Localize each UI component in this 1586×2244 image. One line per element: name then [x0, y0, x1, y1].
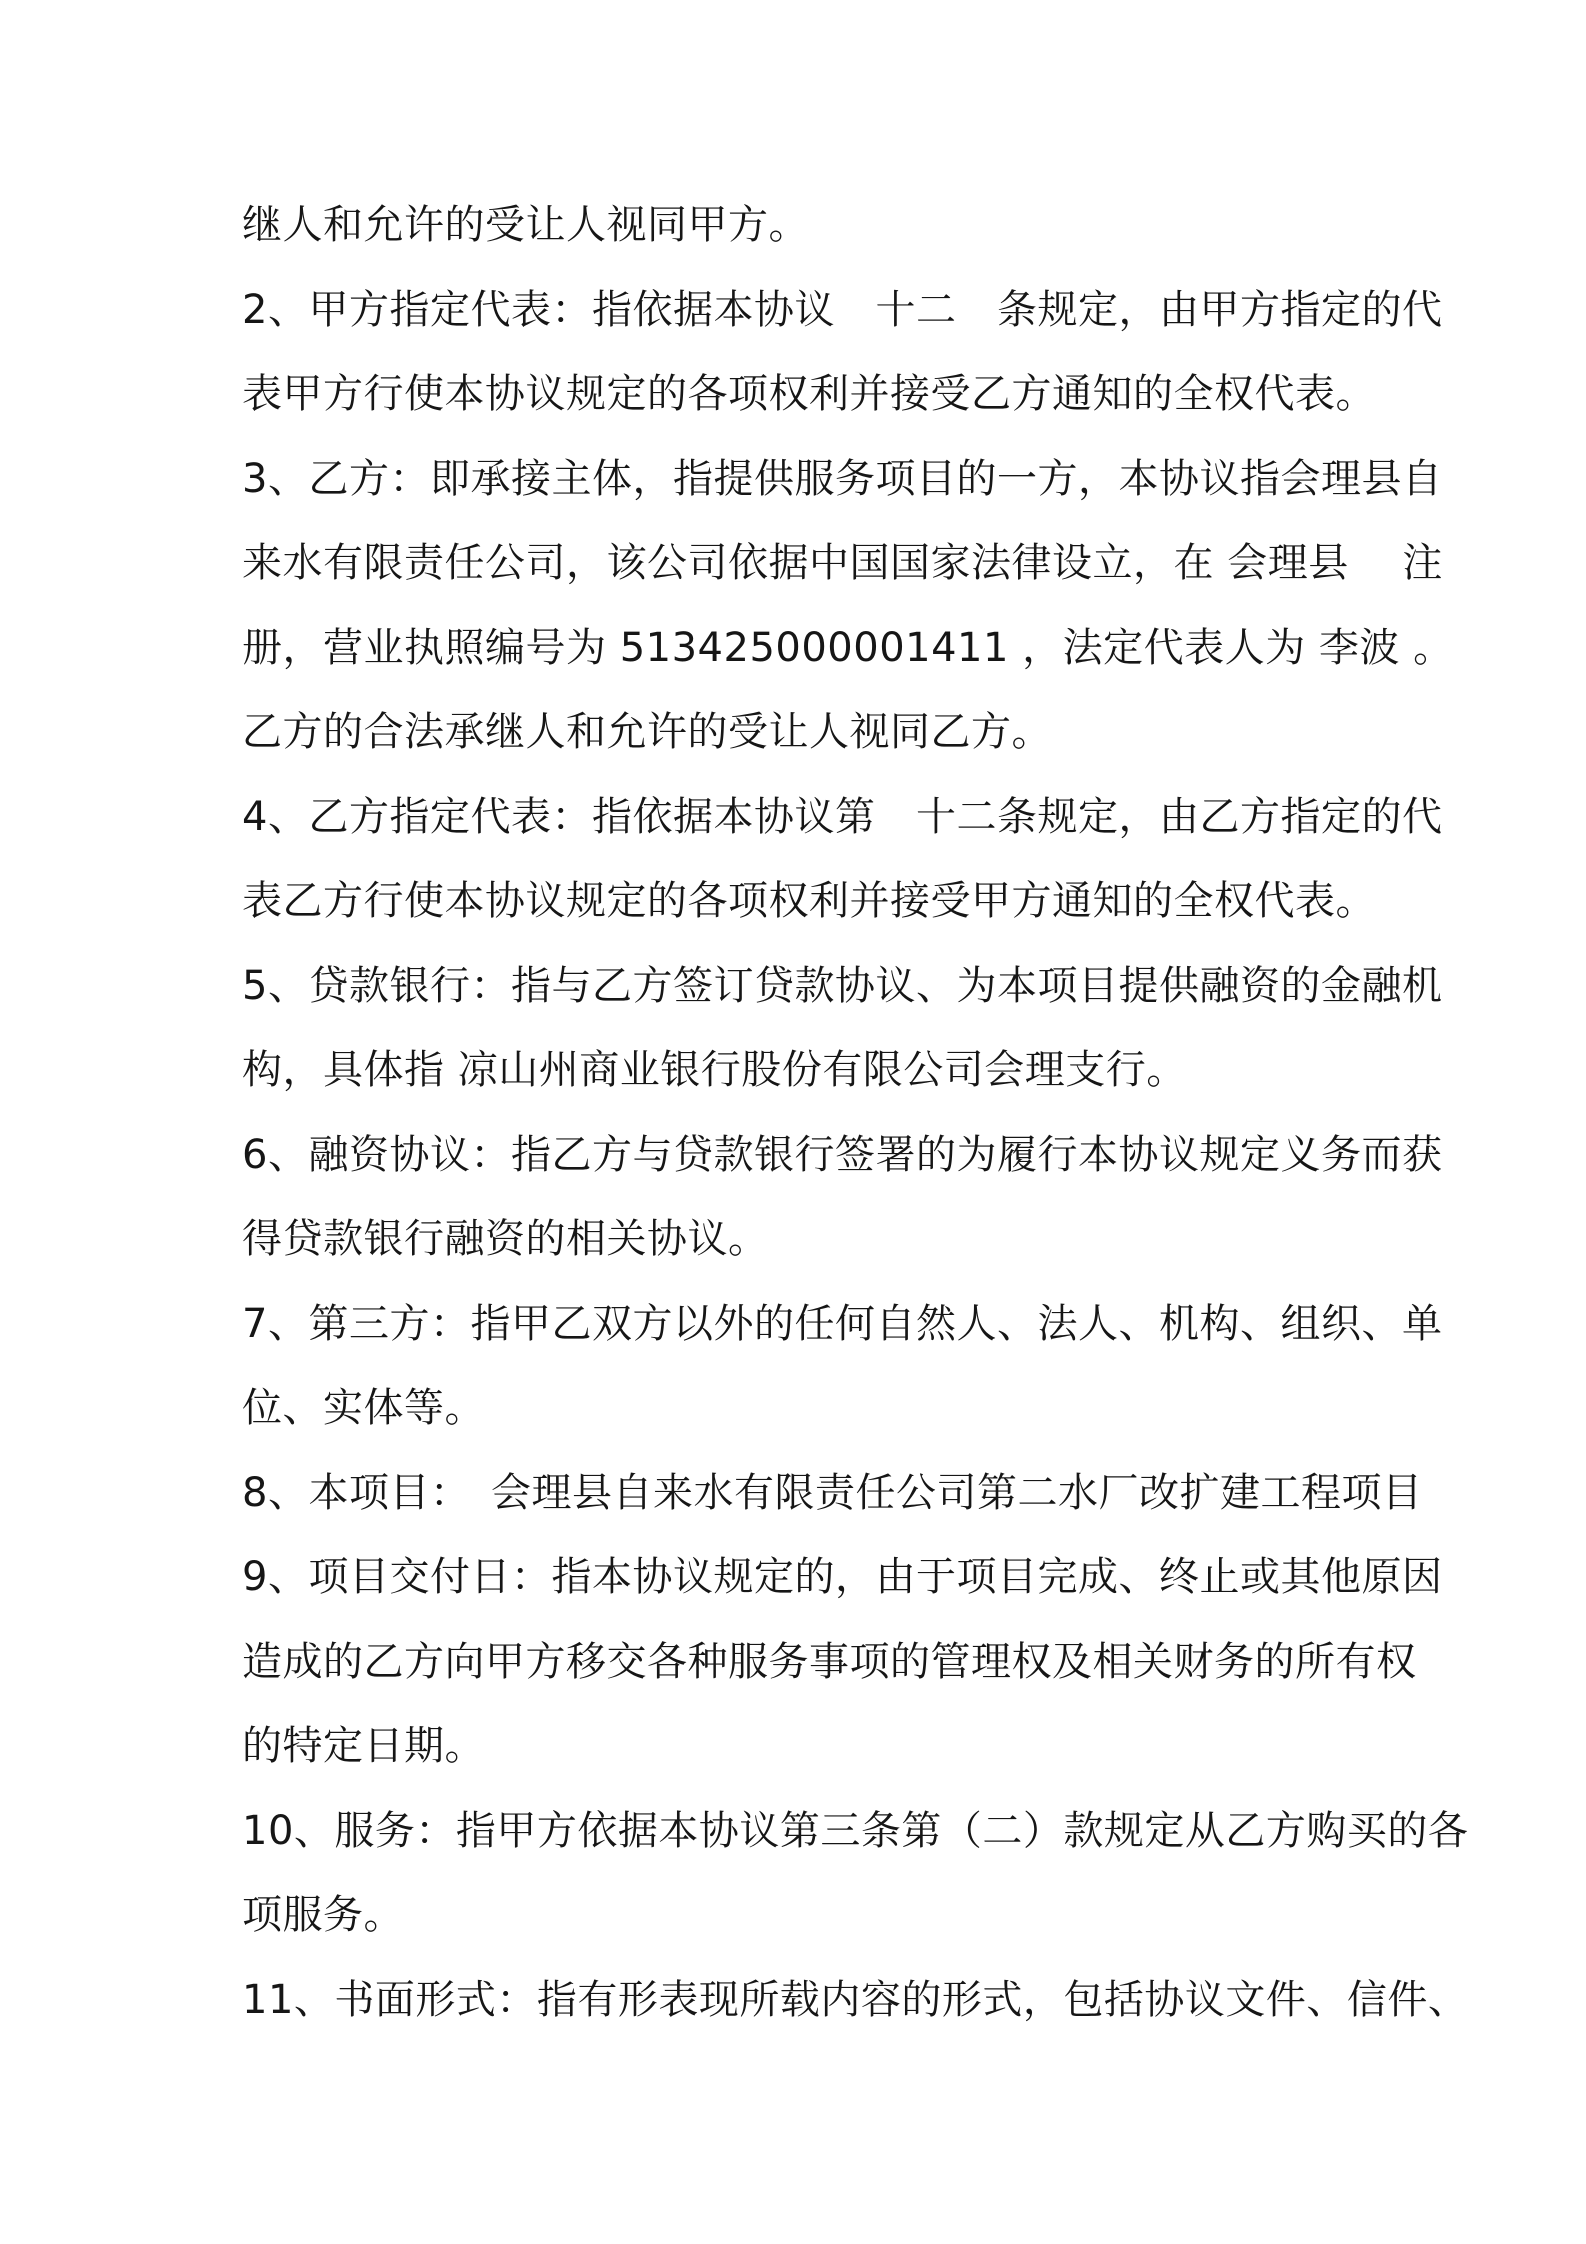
text-line: 的特定日期。	[242, 1723, 485, 1769]
text-line: 11、书面形式：指有形表现所载内容的形式，包括协议文件、信件、	[242, 1977, 1469, 2023]
text-line: 5、贷款银行：指与乙方签订贷款协议、为本项目提供融资的金融机	[242, 963, 1443, 1009]
text-line: 继人和允许的受让人视同甲方。	[242, 202, 809, 248]
text-line: 造成的乙方向甲方移交各种服务事项的管理权及相关财务的所有权	[242, 1639, 1417, 1685]
text-line: 构，具体指 凉山州商业银行股份有限公司会理支行。	[242, 1047, 1187, 1093]
text-line: 4、乙方指定代表：指依据本协议第 十二条规定，由乙方指定的代	[242, 794, 1443, 840]
text-line: 6、融资协议：指乙方与贷款银行签署的为履行本协议规定义务而获	[242, 1132, 1443, 1178]
text-line: 表甲方行使本协议规定的各项权利并接受乙方通知的全权代表。	[242, 371, 1376, 417]
text-line: 表乙方行使本协议规定的各项权利并接受甲方通知的全权代表。	[242, 878, 1376, 924]
text-line: 乙方的合法承继人和允许的受让人视同乙方。	[242, 709, 1052, 755]
text-line: 8、本项目： 会理县自来水有限责任公司第二水厂改扩建工程项目	[242, 1470, 1423, 1516]
text-line: 项服务。	[242, 1892, 404, 1938]
text-line: 册，营业执照编号为 513425000001411 ，法定代表人为 李波 。	[242, 625, 1454, 671]
text-line: 位、实体等。	[242, 1385, 485, 1431]
text-line: 来水有限责任公司，该公司依据中国国家法律设立，在 会理县 注	[242, 540, 1443, 586]
text-line: 9、项目交付日：指本协议规定的，由于项目完成、终止或其他原因	[242, 1554, 1443, 1600]
text-line: 3、乙方：即承接主体，指提供服务项目的一方，本协议指会理县自	[242, 456, 1443, 502]
text-line: 2、甲方指定代表：指依据本协议 十二 条规定，由甲方指定的代	[242, 287, 1443, 333]
text-line: 得贷款银行融资的相关协议。	[242, 1216, 769, 1262]
text-line: 10、服务：指甲方依据本协议第三条第（二）款规定从乙方购买的各	[242, 1808, 1469, 1854]
text-line: 7、第三方：指甲乙双方以外的任何自然人、法人、机构、组织、单	[242, 1301, 1443, 1347]
